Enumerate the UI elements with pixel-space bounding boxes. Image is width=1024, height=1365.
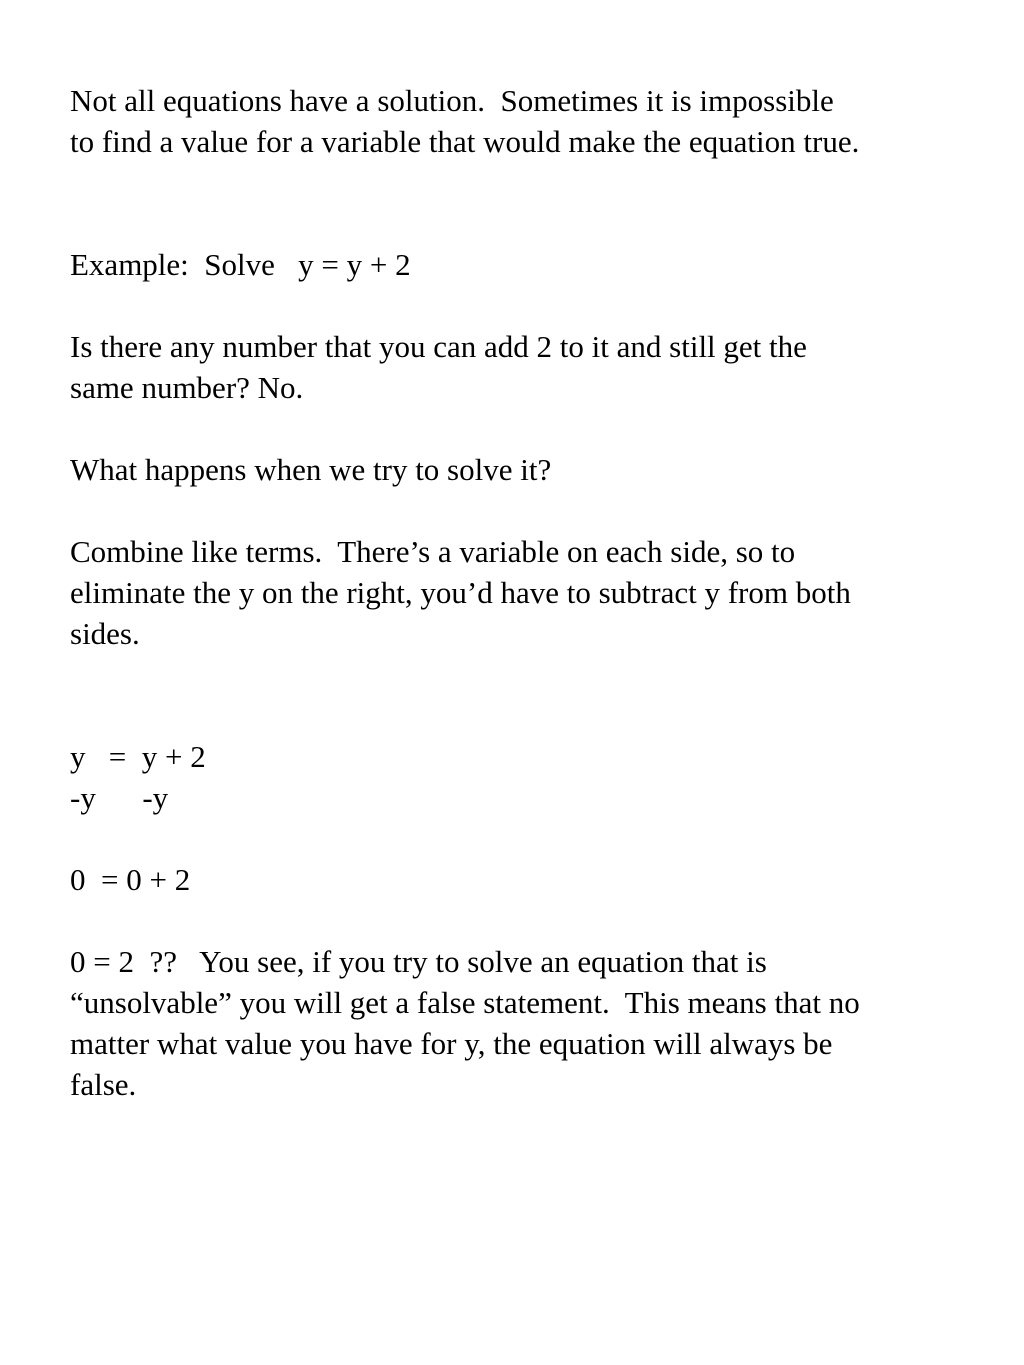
conclusion-line-4: false. [70, 1067, 137, 1102]
prompt-line: What happens when we try to solve it? [70, 452, 552, 487]
conclusion-line-3: matter what value you have for y, the equation will always be [70, 1026, 833, 1061]
example-statement: Example: Solve y = y + 2 [70, 247, 411, 282]
equation-step-2: -y -y [70, 780, 169, 815]
combine-line-3: sides. [70, 616, 140, 651]
conclusion-line-2: “unsolvable” you will get a false statement. This means that no [70, 985, 860, 1020]
intro-line-1: Not all equations have a solution. Sometimes it is impossible [70, 83, 834, 118]
question-line-1: Is there any number that you can add 2 to it and still get the [70, 329, 807, 364]
equation-step-1: y = y + 2 [70, 739, 206, 774]
conclusion-line-1: 0 = 2 ?? You see, if you try to solve an equation that is [70, 944, 767, 979]
combine-line-2: eliminate the y on the right, you’d have to subtract y from both [70, 575, 851, 610]
intro-line-2: to find a value for a variable that would make the equation true. [70, 124, 860, 159]
combine-line-1: Combine like terms. There’s a variable on each side, so to [70, 534, 796, 569]
question-line-2: same number? No. [70, 370, 304, 405]
equation-step-3: 0 = 0 + 2 [70, 862, 191, 897]
